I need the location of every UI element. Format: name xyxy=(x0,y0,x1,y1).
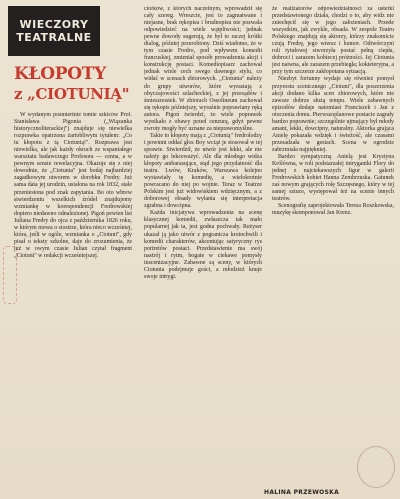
title-line1: KŁOPOTY xyxy=(14,64,106,84)
section-label-line2: TEATRALNE xyxy=(16,31,92,44)
article-title xyxy=(14,64,134,104)
paragraph: Scenografię zaprojektowała Teresa Roszkowska, muzykę skomponował Jan Krenz. xyxy=(272,203,394,217)
paragraph: Każda inicjatywa wprowadzenia na scenę klasycznej komedii, zwłaszcza tak mało popularnej jak ta, jest godna pochwały. Reżyser ukazał ją jako utwór z pogranicza krotochwili i komedii charakterów, akcentując satyryczny rys portretów postaci. Przedstawienie ma swój nastrój i rytm, bogate w ciekawe pomysły inscenizacyjne. Zabawne są sceny, w których Ciotunia podejmuje gości, a młodzież knuje swoje intrygi. xyxy=(144,210,262,280)
title-line2: z „CIOTUNIĄ" xyxy=(14,85,130,103)
article-column-2 xyxy=(144,6,262,494)
article-column-1 xyxy=(14,112,132,494)
author-byline: HALINA PRZEWOSKA xyxy=(264,489,340,496)
paragraph: W wydanym pośmiertnie tomie szkiców Prof. Stanisława Pigonia („Wiązanka historycznoliterackiej") znajduje się niewielka rozprawka opatrzona żartobliwym tytułem: „Co tu kłopotu z tą Ciotunią!". Rozprawa jest niewielka, ale jak każdy okruch ze wspaniałego warsztatu badawczego Profesora — cenna, a w pewnym sensie rewelacyjna. Okazuje się z niej dowodnie, że „Ciotunia" jest bodaj najbardziej zagadkowym utworem w dorobku Fredry. Już sama data jej urodzin, ustalona na rok 1832, stale przeniesiona pod znak zapytania. Bo oto wbrew stwierdzeniu wszelkich źródeł znajdujemy wzmiankę w korespondencji Fredrowskiej dopiero niedawno odnalezionej. Pigoń pewien list Juliana Fredry do ojca z października 1826 roku, w którym mowa o siostrze, która nieco wcześniej, która, jeśli w ogóle, wzmianka o „Ciotuni", gdy pisał o teksty szkolne, daje do zrozumienia, że już w owym czasie Julian czytał fragment „Ciotuni" w redakcji wcześniejszej. xyxy=(14,112,132,259)
paragraph: Bardzo sympatyczną Anielą jest Krystyna Królówna, w roli podstarzałej intrygantki Flory do jednej z najciekawszych figur w galerii Fredrowskich kobiet Hanna Zembrzuska. Gatunek zaś nowym grających rolę Szczęsnego, który w tej samej sztuce, występował też na scenie innych teatrów. xyxy=(272,153,394,203)
paragraph: Niezbyt fortunny wydaje się również pomysł przyrostu scenicznego „Ciotuni", dla poszerzenia akcji dodano kilka scen zbiorowych, które nie zawsze dobrze służą tempu. Wiele zabawnych epizodów dodaje natomiast Franciszek i Jan z otoczenia domu. Pierwszoplanowe postacie zagrały bardzo poprawnie; szczególnie ujmujący był młody amant, lekki, dowcipny, naturalny. Aktorka grająca Anielę pokazała wdzięk i świeżość, ale czasami przesadzała w gestach. Scena w ogrodzie zabrzmiała najpiękniej. xyxy=(272,76,394,153)
stamp-mark xyxy=(357,446,395,488)
article-column-3 xyxy=(272,6,394,484)
section-label-line1: WIECZORY xyxy=(19,18,89,31)
paragraph: Takie to kłopoty mają z „Ciotunią" fredrolodzy i powinni oddać głos Boy wciąż je stosował w tej sprawie. Stwierdził, że utwór jest lekki, ale nie należy go lekceważyć. Ale dla młodego widza kłopoty ambarasujące, stąd jego przydatność dla teatru. Lwów, Kraków, Warszawa kolejno wystawiały tę komedię, a wielokrotnie powracano do niej po wojnie. Teraz w Teatrze Polskim jest już widowiskiem wdzięcznym, a z doborowej obsady wyłania się interpretacja zgrabna i dowcipna. xyxy=(144,132,262,210)
paragraph: ciorków, z których naczelnym, wprowadził się cały szereg. Wreszcie, jest to zagmatwane i niejasne, brak rękopisu i brudnopisu nie pozwala odpowiedzieć na wiele wątpliwości; jednak pewne dowody sugerują, że był to raczej krótki dialog, później przerobiony. Dziś wiadomo, że w tym czasie Fredro, pod wpływem komedii francuskiej, zmieniał sposób prowadzenia akcji i konstrukcję postaci. Komediopisarz zachował jednak wiele cech swego dawnego stylu, co widać w scenach zbiorowych. „Ciotunia" należy do grupy utworów, które wyrastają z obyczajowości szlacheckiej, z jej przesądów i śmiesznostek. W zbiorach Ossolineum zachował się rękopis późniejszy, wyraźnie poprawiany ręką autora. Pigoń twierdzi, że wiele poprawek wynikało z obawy przed cenzurą, gdyż pewne zwroty mogły być uznane za nieprawomyślne. xyxy=(144,6,262,132)
paragraph: że realizatorów odpowiedzialności za usterki przedstawionego działa, chodzi o to, aby widz nie zniechęcił się w jego założeniach. Przede wszystkim, jak zwykle, obsada. W zespole Teatru Polskiego znajdują się aktorzy, którzy znakomicie czują Fredrę, jego wiersz i humor. Odtwórczyni roli tytułowej stworzyła postać pełną ciepła, dobroci i zarazem kobiecej próżności. Jej Ciotunia jest naiwna, ale zarazem przebiegła; kokieteryjna, a przy tym szczerze zakłopotana sytuacją. xyxy=(272,6,394,76)
section-header xyxy=(8,6,100,56)
